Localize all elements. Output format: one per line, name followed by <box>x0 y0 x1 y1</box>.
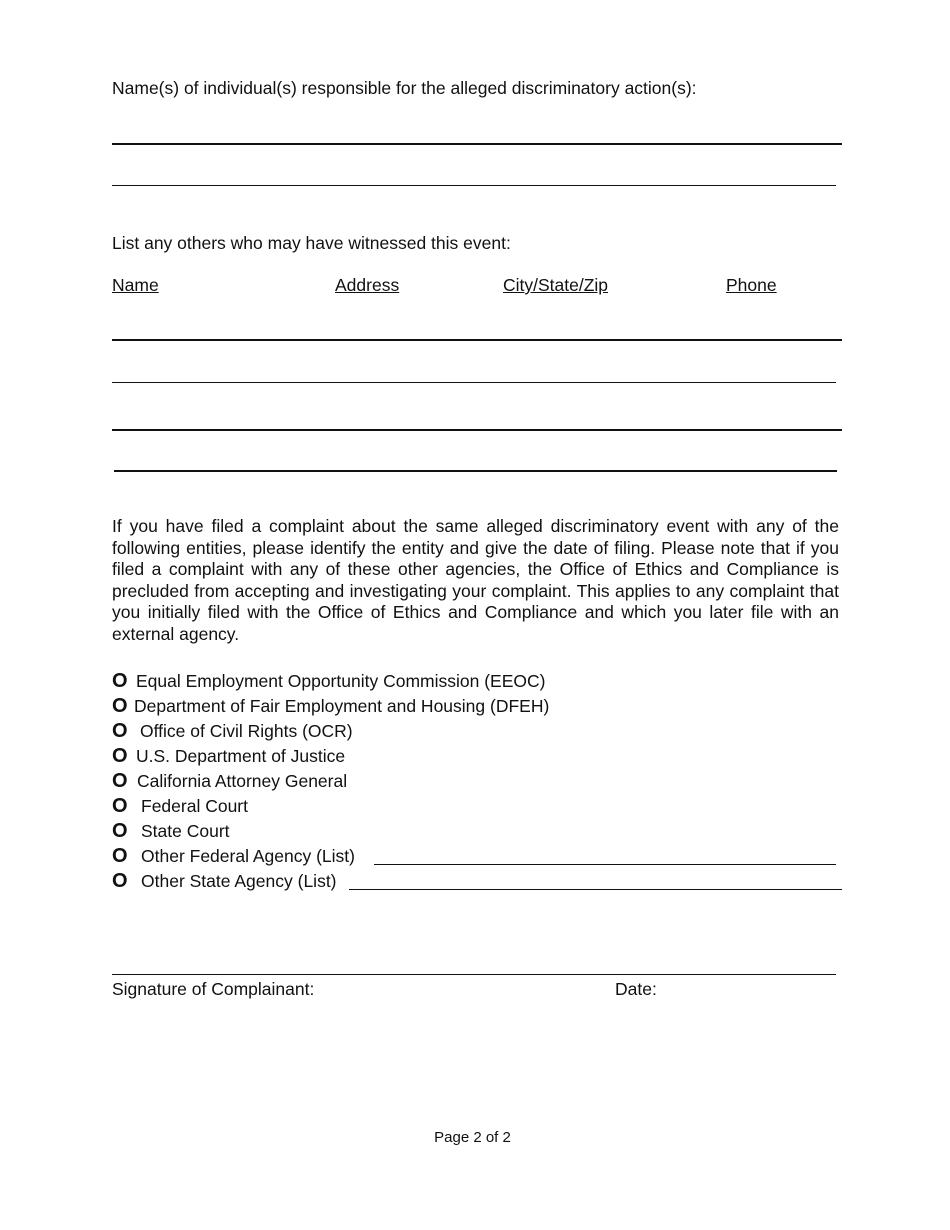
option-doj[interactable] <box>112 745 345 769</box>
option-label: State Court <box>141 821 230 841</box>
witness-line-1[interactable] <box>112 339 842 341</box>
signature-label: Signature of Complainant: <box>112 979 315 999</box>
option-attorney-general[interactable] <box>112 770 347 794</box>
witness-header-name: Name <box>112 275 159 295</box>
witness-header-city-state-zip: City/State/Zip <box>503 275 609 295</box>
circle-bullet-icon[interactable]: O <box>112 745 128 767</box>
option-label: Equal Employment Opportunity Commission (EEOC) <box>136 671 546 691</box>
other-state-agency-input-line[interactable] <box>349 889 842 890</box>
circle-bullet-icon[interactable]: O <box>112 695 128 717</box>
other-federal-agency-input-line[interactable] <box>374 864 836 865</box>
circle-bullet-icon[interactable]: O <box>112 720 128 742</box>
option-dfeh[interactable] <box>112 695 549 719</box>
circle-bullet-icon[interactable]: O <box>112 870 128 892</box>
responsible-line-2[interactable] <box>112 185 836 186</box>
option-eeoc[interactable] <box>112 670 545 694</box>
option-label: Federal Court <box>141 796 248 816</box>
circle-bullet-icon[interactable]: O <box>112 795 128 817</box>
option-label: Other State Agency (List) <box>141 871 337 891</box>
responsible-label: Name(s) of individual(s) responsible for the alleged discriminatory action(s): <box>112 78 697 98</box>
responsible-line-1[interactable] <box>112 143 842 145</box>
option-label: Office of Civil Rights (OCR) <box>140 721 353 741</box>
option-state-court[interactable] <box>112 820 230 844</box>
witness-header-address: Address <box>335 275 400 295</box>
witness-line-4[interactable] <box>114 470 837 472</box>
circle-bullet-icon[interactable]: O <box>112 845 128 867</box>
option-other-state-agency[interactable] <box>112 870 842 894</box>
witness-header-phone: Phone <box>726 275 777 295</box>
circle-bullet-icon[interactable]: O <box>112 820 128 842</box>
option-label: Other Federal Agency (List) <box>141 846 355 866</box>
option-label: Department of Fair Employment and Housing (DFEH) <box>134 696 550 716</box>
circle-bullet-icon[interactable]: O <box>112 770 128 792</box>
option-federal-court[interactable] <box>112 795 248 819</box>
witnesses-label: List any others who may have witnessed this event: <box>112 233 511 253</box>
page-number: Page 2 of 2 <box>434 1129 511 1146</box>
option-other-federal-agency[interactable] <box>112 845 842 869</box>
witness-line-3[interactable] <box>112 429 842 431</box>
date-label: Date: <box>615 979 657 999</box>
circle-bullet-icon[interactable]: O <box>112 670 128 692</box>
complaint-note: If you have filed a complaint about the same alleged discriminatory event with any of the following entities, please identify the entity and give the date of filing. Please note that if you filed a complaint with any of these other agencies, the Office of Ethics and Compliance is precluded from accepting and investigating your complaint. This applies to any complaint that you initially filed with the Office of Ethics and Compliance and which you later file with an external agency. <box>112 516 839 644</box>
option-label: California Attorney General <box>137 771 348 791</box>
option-ocr[interactable] <box>112 720 353 744</box>
option-label: U.S. Department of Justice <box>136 746 346 766</box>
witness-line-2[interactable] <box>112 382 836 383</box>
signature-line[interactable] <box>112 974 836 975</box>
